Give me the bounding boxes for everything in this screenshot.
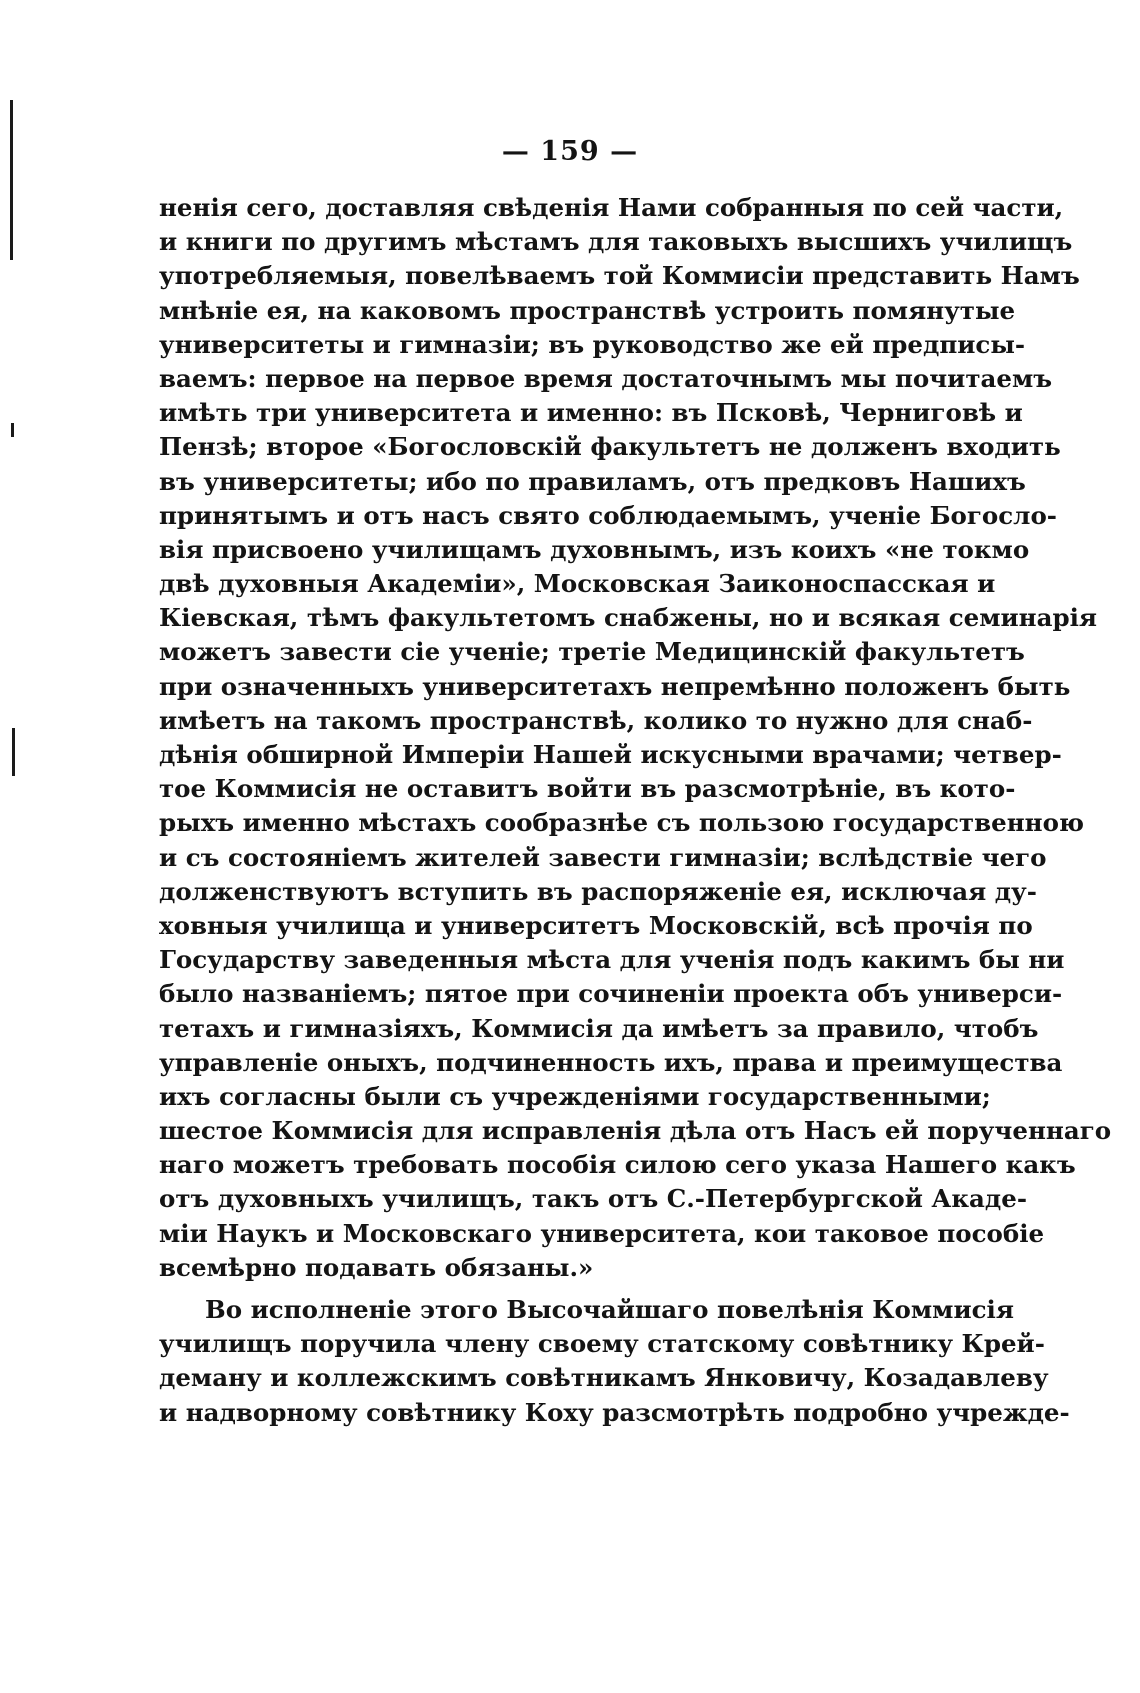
text-line: долженствуютъ вступить въ распоряженiе ея, исключая ду- [159, 876, 1037, 906]
text-line: и книги по другимъ мѣстамъ для таковыхъ высшихъ училищъ [159, 227, 1073, 257]
text-line: тое Коммисiя не оставитъ войти въ разсмотрѣнiе, въ кото- [159, 774, 1016, 804]
text-line: деману и коллежскимъ совѣтникамъ Янковичу, Козадавлеву [159, 1363, 1049, 1393]
text-line: ваемъ: первое на первое время достаточнымъ мы почитаемъ [159, 363, 1053, 393]
text-line: мнѣнiе ея, на каковомъ пространствѣ устроить помянутые [159, 295, 1016, 325]
text-line: мiи Наукъ и Московскаго университета, кои таковое пособiе [159, 1218, 1045, 1248]
text-line: наго можетъ требовать пособiя силою сего указа Нашего какъ [159, 1150, 1076, 1180]
text-line: всемѣрно подавать обязаны.» [159, 1252, 594, 1282]
text-line: въ университеты; ибо по правиламъ, отъ предковъ Нашихъ [159, 466, 1026, 496]
text-line: управленiе оныхъ, подчиненность ихъ, права и преимущества [159, 1047, 1063, 1077]
body-text [159, 191, 1112, 1430]
scan-margin-mark [10, 100, 13, 260]
text-line: можетъ завести сiе ученiе; третiе Медицинскiй факультетъ [159, 637, 1025, 667]
paragraph [159, 1293, 1070, 1430]
text-line: отъ духовныхъ училищъ, такъ отъ С.-Петербургской Акаде- [159, 1184, 1028, 1214]
text-line: имѣть три университета и именно: въ Псковѣ, Черниговѣ и [159, 398, 1023, 428]
text-line: рыхъ именно мѣстахъ сообразнѣе съ пользою государственною [159, 808, 1085, 838]
text-line: нeнiя сего, доставляя свѣденiя Нами собранныя по сей части, [159, 193, 1064, 222]
text-line: вiя присвоено училищамъ духовнымъ, изъ коихъ «не токмо [159, 534, 1030, 564]
text-line: при означенныхъ университетахъ непремѣнно положенъ быть [159, 671, 1071, 701]
text-line: имѣетъ на такомъ пространствѣ, колико то нужно для снаб- [159, 705, 1033, 735]
scan-margin-mark [11, 423, 14, 437]
text-line: и надворному совѣтнику Коху разсмотрѣть подробно учрежде- [159, 1397, 1070, 1427]
paragraph-gap [159, 1285, 929, 1293]
text-line: Во исполненiе этого Высочайшаго повелѣнiя Коммисiя [205, 1295, 1014, 1324]
text-line: Государству заведенныя мѣста для ученiя подъ какимъ бы ни [159, 945, 1065, 975]
scan-margin-mark [12, 728, 15, 776]
paragraph [159, 191, 1112, 1285]
text-line: университеты и гимназiи; въ руководство же ей предписы- [159, 329, 1026, 359]
page-number: — 159 — [501, 136, 639, 167]
text-line: Пензѣ; второе «Богословскiй факультетъ не долженъ входить [159, 432, 1061, 462]
text-line: употребляемыя, повелѣваемъ той Коммисiи представить Намъ [159, 261, 1080, 291]
text-line: ховныя училища и университетъ Московскiй, всѣ прочiя по [159, 910, 1033, 940]
text-line: Кiевская, тѣмъ факультетомъ снабжены, но и всякая семинарiя [159, 603, 1097, 633]
text-line: дѣнiя обширной Имперiи Нашей искусными врачами; четвер- [159, 740, 1062, 769]
text-line: училищъ поручила члену своему статскому совѣтнику Крей- [159, 1329, 1045, 1359]
text-line: двѣ духовныя Академiи», Московская Заиконоспасская и [159, 569, 996, 599]
text-line: шестое Коммисiя для исправленiя дѣла отъ Насъ ей порученнаго [159, 1116, 1112, 1146]
text-line: принятымъ и отъ насъ свято соблюдаемымъ, ученiе Богосло- [159, 500, 1057, 530]
text-line: и съ состоянiемъ жителей завести гимназiи; вслѣдствiе чего [159, 842, 1047, 872]
text-line: было названiемъ; пятое при сочиненiи проекта объ универси- [159, 979, 1063, 1009]
text-line: тетахъ и гимназiяхъ, Коммисiя да имѣетъ за правило, чтобъ [159, 1013, 1039, 1043]
text-line: ихъ согласны были съ учрежденiями государственными; [159, 1081, 991, 1111]
